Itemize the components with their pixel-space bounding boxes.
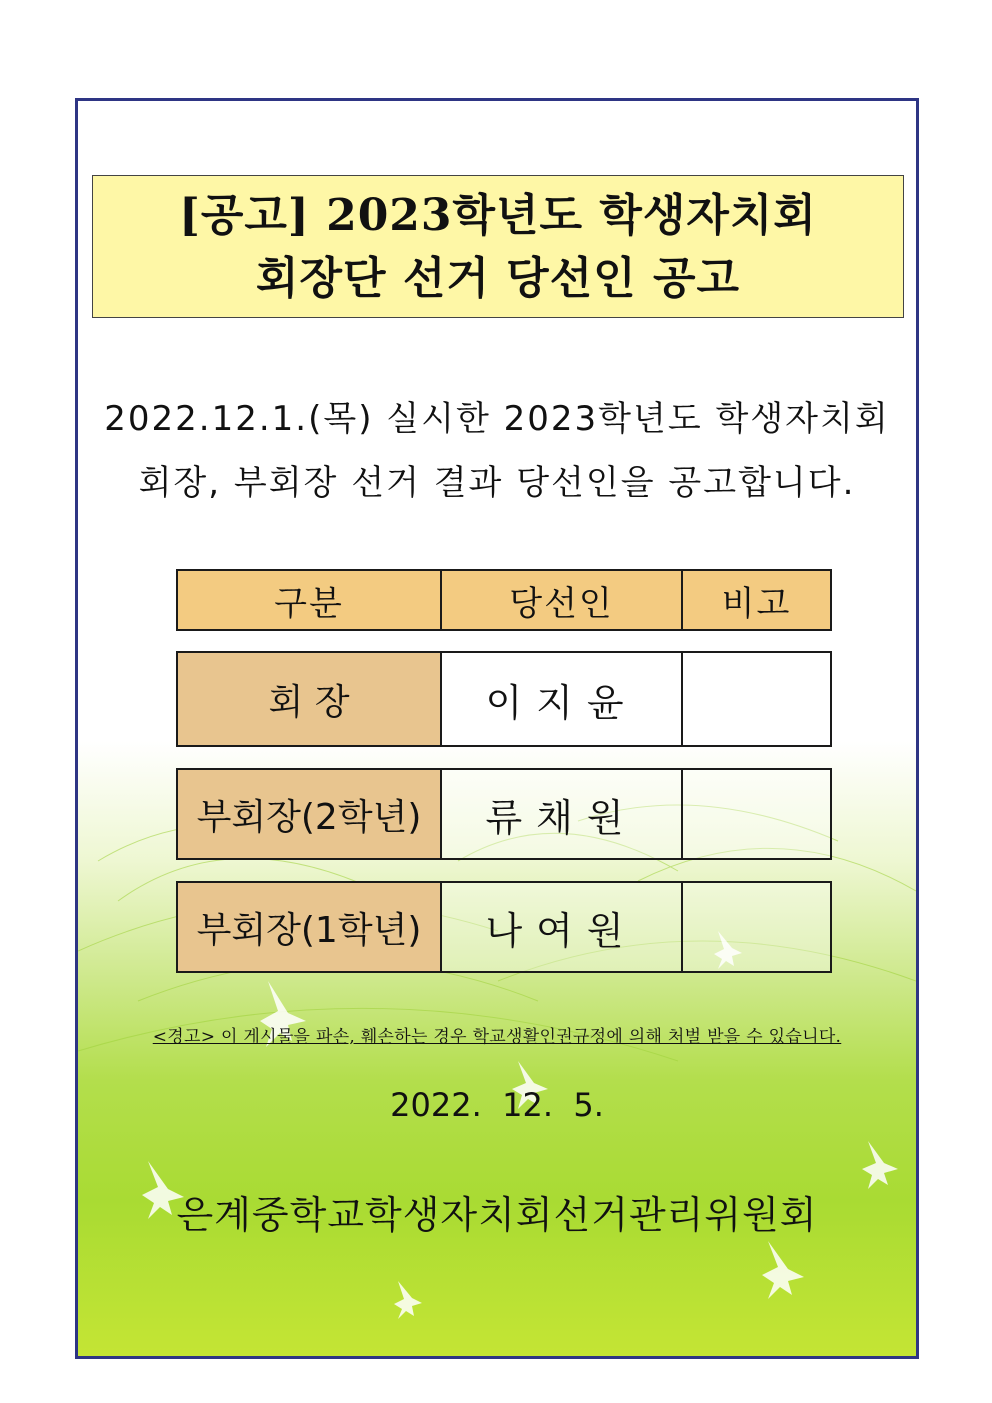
issuing-organization: 은계중학교학생자치회선거관리위원회: [176, 1193, 818, 1237]
warning-text: <경고> 이 게시물을 파손, 훼손하는 경우 학교생활인권규정에 의해 처벌 받을 수 있습니다.: [152, 1027, 842, 1047]
notice-frame: [75, 98, 919, 1359]
table-row-president: [176, 651, 832, 747]
position-label: 부회장(1학년): [178, 883, 442, 971]
intro-paragraph: [78, 387, 916, 515]
note-cell: [683, 770, 830, 858]
note-cell: [683, 883, 830, 971]
intro-line-2: 회장, 부회장 선거 결과 당선인을 공고합니다.: [138, 463, 856, 503]
table-row-vice-president-grade1: [176, 881, 832, 973]
header-category: 구분: [178, 571, 442, 629]
position-label: 부회장(2학년): [178, 770, 442, 858]
title-line-2: 회장단 선거 당선인 공고: [256, 252, 740, 304]
winner-name: 류채원: [442, 770, 683, 858]
position-label: 회 장: [178, 653, 442, 745]
winner-name: 이지윤: [442, 653, 683, 745]
intro-line-1: 2022.12.1.(목) 실시한 2023학년도 학생자치회: [104, 399, 890, 439]
notice-title-box: [92, 175, 904, 318]
header-winner: 당선인: [442, 571, 683, 629]
results-table-header: [176, 569, 832, 631]
note-cell: [683, 653, 830, 745]
winner-name: 나여원: [442, 883, 683, 971]
notice-date: 2022. 12. 5.: [390, 1086, 604, 1124]
title-line-1: [공고] 2023학년도 학생자치회: [179, 189, 817, 241]
header-note: 비고: [721, 583, 792, 624]
table-row-vice-president-grade2: [176, 768, 832, 860]
